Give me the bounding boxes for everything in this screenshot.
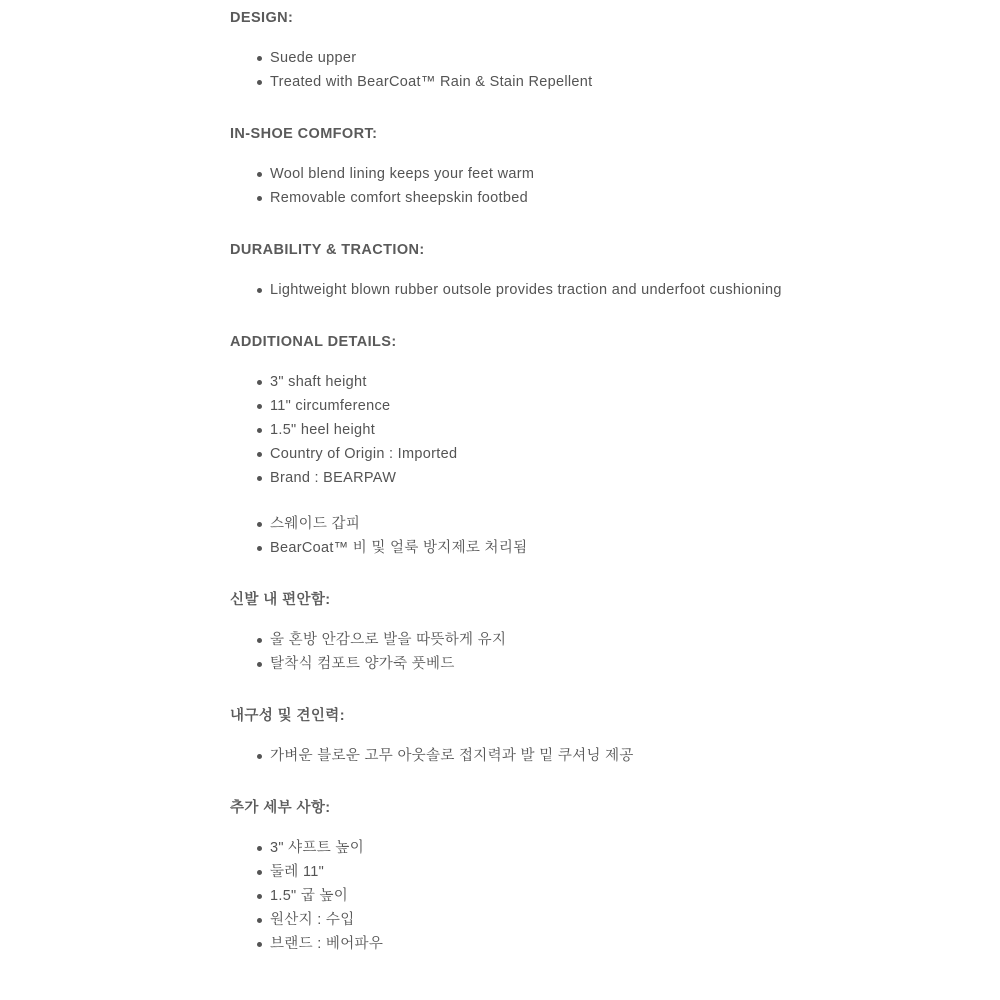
korean-details-list	[230, 836, 383, 956]
list-item: Wool blend lining keeps your feet warm	[270, 162, 534, 186]
list-item: 11" circumference	[270, 394, 457, 418]
list-item: Suede upper	[270, 46, 592, 70]
list-item: Treated with BearCoat™ Rain & Stain Repellent	[270, 70, 592, 94]
list-item: Country of Origin : Imported	[270, 442, 457, 466]
korean-durability-list	[230, 744, 634, 768]
korean-design-list	[230, 512, 527, 560]
section-heading-design: DESIGN:	[230, 10, 294, 26]
list-item: 둘레 11"	[270, 860, 383, 884]
list-item: 브랜드 : 베어파우	[270, 932, 383, 956]
list-item: 1.5" 굽 높이	[270, 884, 383, 908]
durability-traction-list	[230, 278, 782, 302]
list-item: 원산지 : 수입	[270, 908, 383, 932]
list-item: 가벼운 블로운 고무 아웃솔로 접지력과 발 밑 쿠셔닝 제공	[270, 744, 634, 768]
korean-comfort-list	[230, 628, 506, 676]
design-list	[230, 46, 592, 94]
in-shoe-comfort-list	[230, 162, 534, 210]
section-heading-additional-details: ADDITIONAL DETAILS:	[230, 334, 397, 350]
additional-details-list	[230, 370, 457, 490]
section-heading-korean-details: 추가 세부 사항:	[230, 800, 331, 816]
list-item: Brand : BEARPAW	[270, 466, 457, 490]
section-heading-korean-comfort: 신발 내 편안함:	[230, 592, 331, 608]
list-item: 3" shaft height	[270, 370, 457, 394]
list-item: BearCoat™ 비 및 얼룩 방지제로 처리됨	[270, 536, 527, 560]
list-item: 탈착식 컴포트 양가죽 풋베드	[270, 652, 506, 676]
section-heading-durability-traction: DURABILITY & TRACTION:	[230, 242, 425, 258]
list-item: 1.5" heel height	[270, 418, 457, 442]
list-item: 스웨이드 갑피	[270, 512, 527, 536]
section-heading-in-shoe-comfort: IN-SHOE COMFORT:	[230, 126, 378, 142]
list-item: Lightweight blown rubber outsole provides traction and underfoot cushioning	[270, 278, 782, 302]
list-item: Removable comfort sheepskin footbed	[270, 186, 534, 210]
list-item: 3" 샤프트 높이	[270, 836, 383, 860]
list-item: 울 혼방 안감으로 발을 따뜻하게 유지	[270, 628, 506, 652]
section-heading-korean-durability: 내구성 및 견인력:	[230, 708, 345, 724]
